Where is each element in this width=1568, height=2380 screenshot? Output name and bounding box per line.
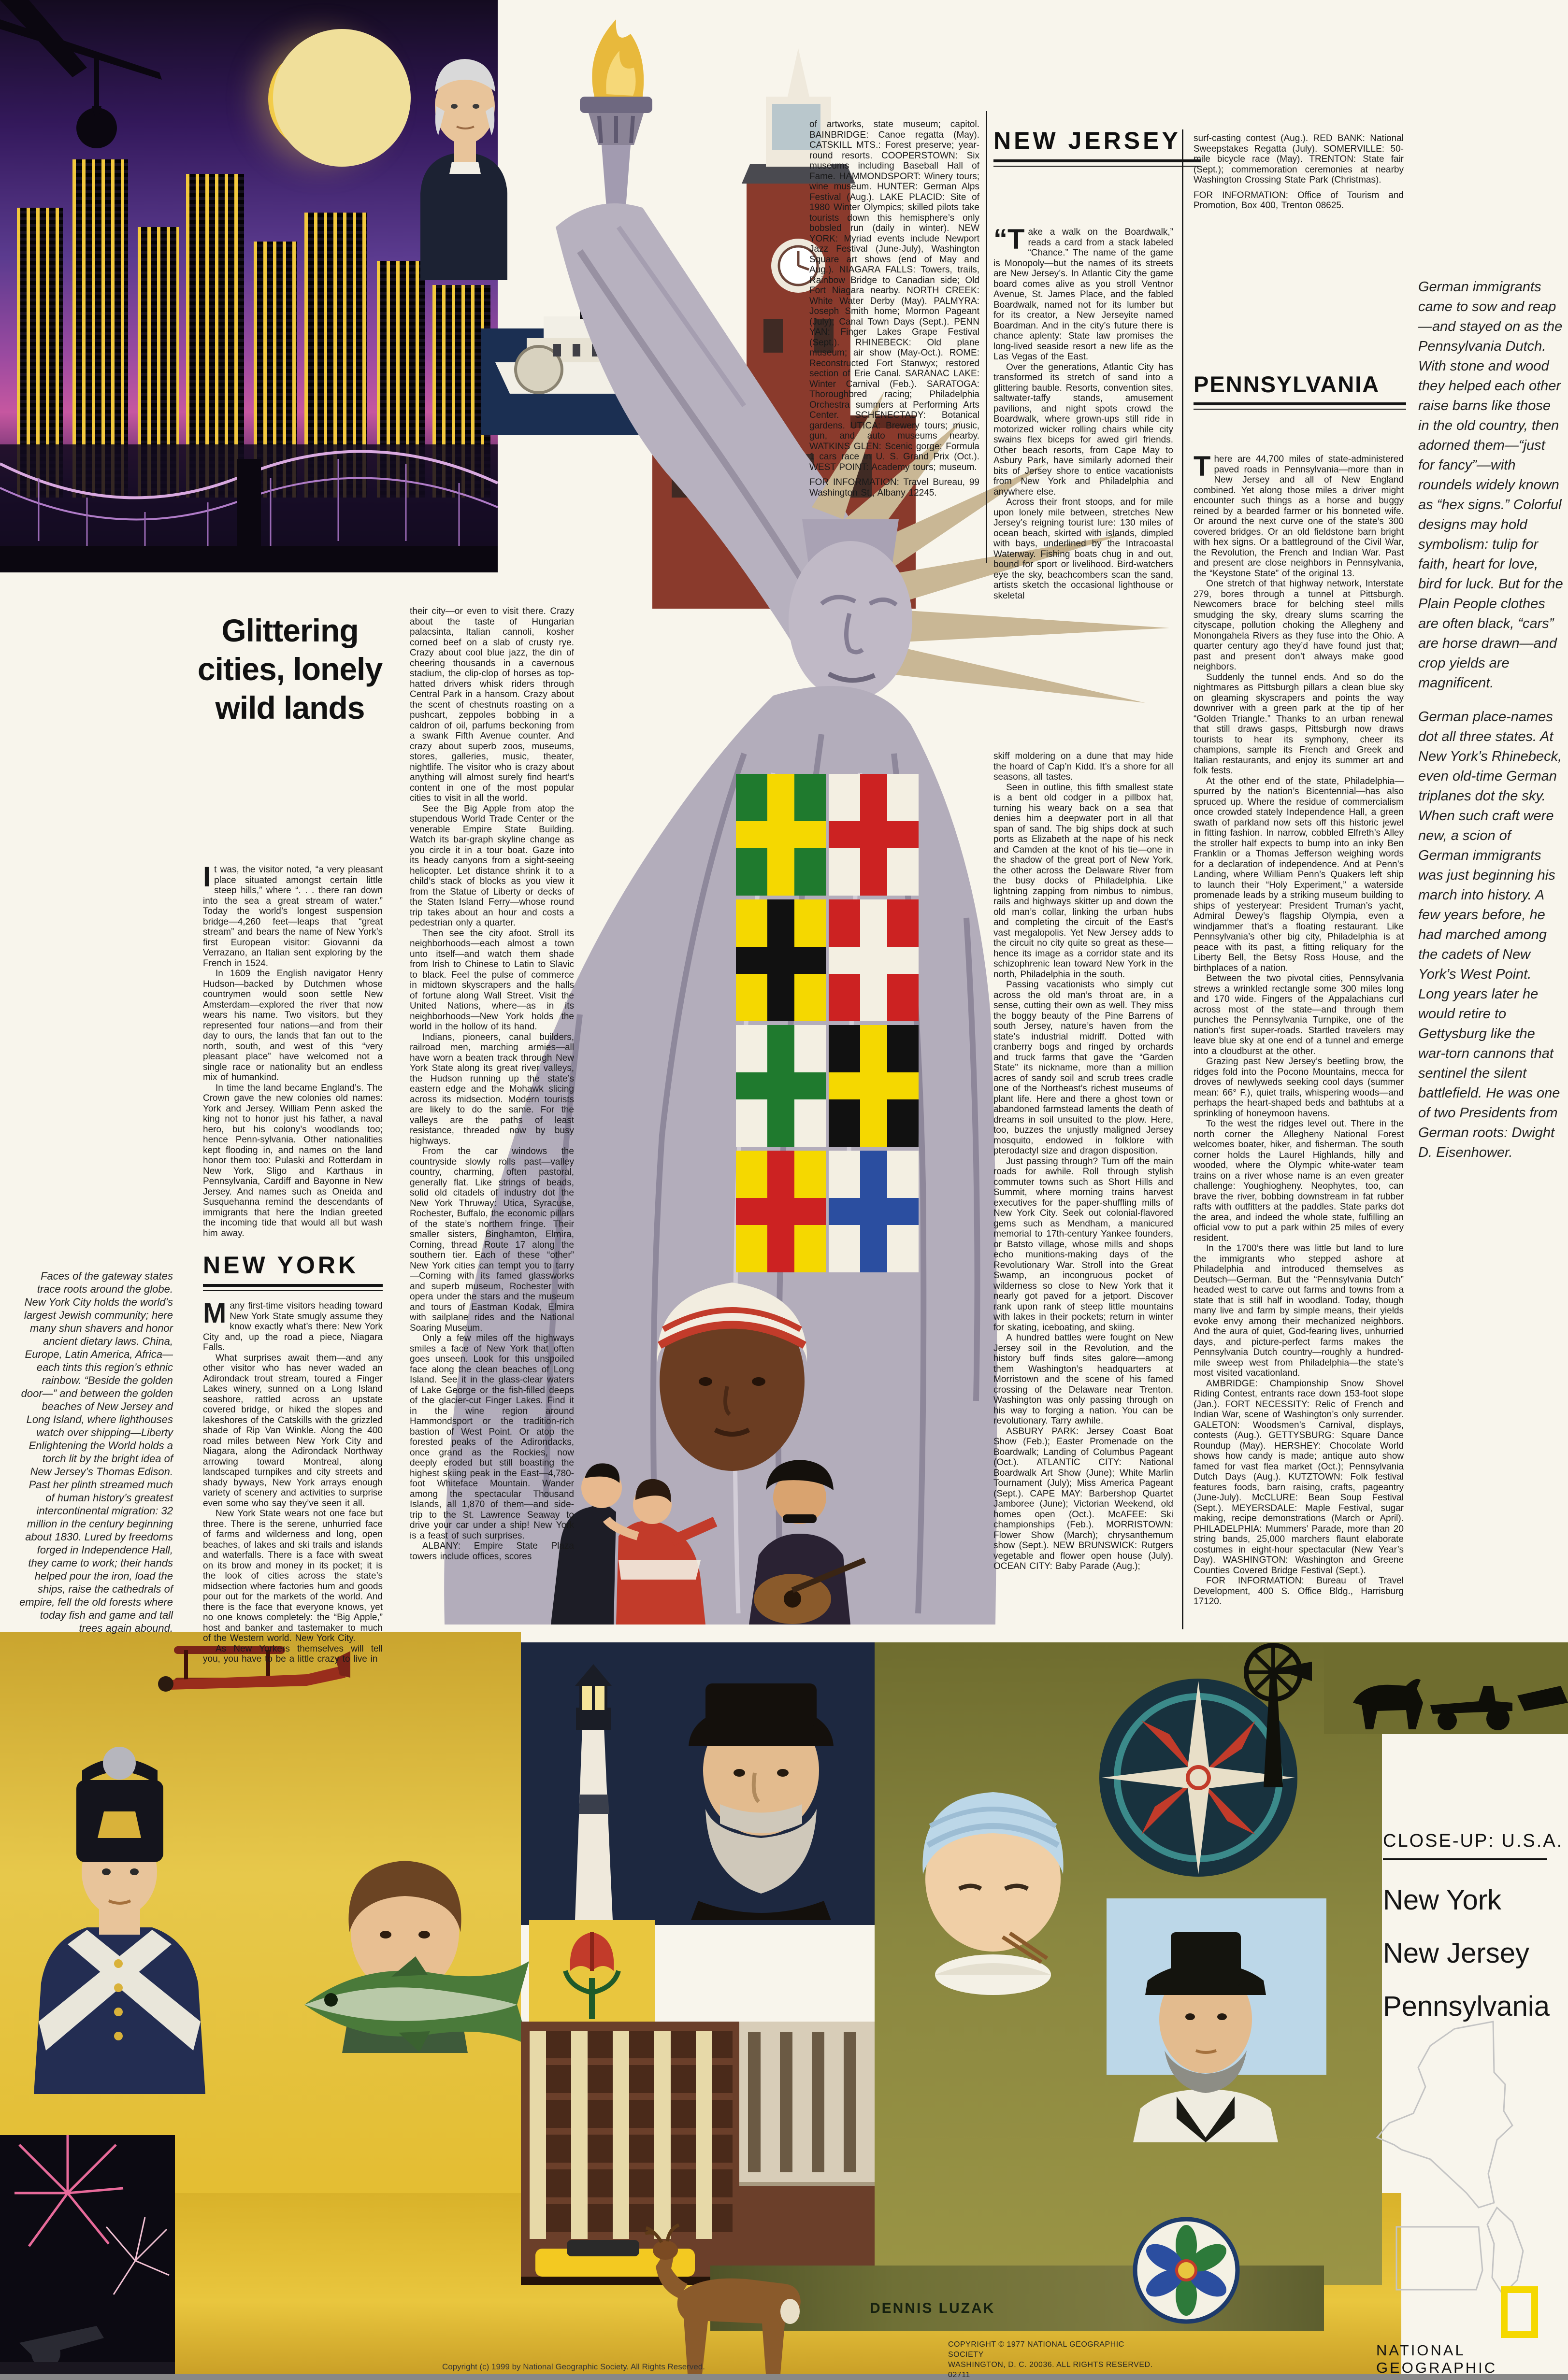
gateway-faces-caption: Faces of the gateway states trace roots around the globe. New York City holds the world’s largest Jewish community; here many shun shavers and honor ancient dietary laws. China, Europe, Latin America, Africa—each tints this region’s ethnic rainbow. “Beside the golden door—” and between the golden beaches of New Jersey and Long Island, where lighthouses watch over shipping—Liberty Enlightening the World holds a torch lit by the bright idea of New Jersey’s Thomas Edison. Past her plinth streamed much of human history’s greatest intercontinental migration: 32 million in the century beginning about 1830. Lured by freedoms forged in Independence Hall, they came to work; their hands helped pour the iron, load the ships, raise the cathedrals of empire, fell the old forests where today fish and game and tall trees again abound.: [19, 1270, 173, 1634]
paragraph: New York State wears not one face but three. There is the serene, unhurried face of farms and wilderness and long, open beaches, of lakes and ski trails and islands and waterfalls. There is a face with sweat on its brow and money in its pocket; it is the look of cities across the state’s midsection where factories hum and goods pour out for the markets of the world. And there is the face that everyone knows, yet no one knows completely: the “Big Apple,” host and banker and tastemaker to much of the Western world. New York City.: [203, 1509, 383, 1643]
paragraph: It was, the visitor noted, “a very pleasant place situated amongst certain little steep hills,” where “. . . there ran down into the sea a great stream of water.” Today the world’s longest suspension bridge—4,260 feet—leaps that “great stream” and bears the name of New York’s first European visitor: Giovanni da Verrazano, an Italian sent exploring by the French in 1524.: [203, 861, 383, 969]
paragraph: Only a few miles off the highways smiles a face of New York that often goes unseen. Look for this unspoiled face along the clean beaches of Long Island. See it in the glass-clear waters of Lake George or the fish-filled deeps of the glacier-cut Finger Lakes. Find it in the wine region around Hammondsport or the tradition-rich bastion of West Point. Or atop the forested peaks of the Adirondacks, once grand as the Rockies, now deeply eroded but still boasting the highest skiing peak in the East—4,780-foot Whiteface Mountain. Wander among the spectacular Thousand Islands, all 1,870 of them—and side-trip to the St. Lawrence Seaway to drive your car under a ship! New York is a feast of such surprises.: [410, 1333, 574, 1541]
paragraph: From the car windows the countryside slowly rolls past—valley country, charming, often pastoral, generally flat. Like strings of beads, solid old citadels of industry dot the New York Thruway: Utica, Syracuse, Rochester, Buffalo, the economic pillars of the state’s northern fringe. Their smaller sisters, Binghamton, Elmira, Corning, thread Route 17 along the southern tier. Each of these “other” New York cities can tempt you to tarry—Corning with its famed glassworks and superb museum, Rochester with opera under the stars and the museum and tours of Eastman Kodak, Elmira with sailplane rides and the National Soaring Museum.: [410, 1146, 574, 1333]
paragraph: Between the two pivotal cities, Pennsylvania strews a wrinkled rectangle some 300 miles long and 170 wide. Fingers of the Appalachians curl across most of the state—and through them punches the Pennsylvania Turnpike, one of the nation’s first super-roads. Startled travelers may leave blue sky at one end of a tunnel and emerge into a cloudburst at the other.: [1194, 973, 1404, 1056]
intro-column: [203, 861, 383, 1239]
fireworks-panel: [0, 2135, 175, 2374]
heading-rule: [203, 1284, 383, 1291]
new-york-column-2: [410, 606, 574, 1562]
signal-flags-art: [736, 774, 919, 1271]
closeup-rule: [1383, 1858, 1547, 1860]
pennsylvania-outline: [1396, 2227, 1482, 2290]
paragraph: As New Yorkers themselves will tell you, you have to be a little crazy to live in: [203, 1643, 383, 1664]
heading-rule: [993, 159, 1201, 167]
state-outline-maps: [1367, 2000, 1568, 2309]
section-pennsylvania: [1194, 371, 1406, 410]
paragraph: One stretch of that highway network, Interstate 279, bores through a tunnel at Pittsburgh. Newcomers brace for belching steel mills smudging the sky, dreary slums scarring the cityscape, pollution choking the Allegheny and Monongahela Rivers as they fuse into the Ohio. A quarter century ago they’d have found just that; past and present don’t always make good neighbors.: [1194, 579, 1404, 672]
logo-inner: [1508, 2293, 1531, 2331]
paragraph: their city—or even to visit there. Crazy about the taste of Hungarian palacsinta, Italian cannoli, kosher corned beef on a slab of crusty rye. Crazy about cool blue jazz, the din of cheering thousands in a cavernous stadium, the clip-clop of horses as top-hatted drivers whisk riders through Central Park in a hansom. Crazy about the scent of chestnuts roasting on a pushcart, zeppoles bobbing in a caldron of oil, parfums beckoning from a swank Fifth Avenue counter. And crazy about superb zoos, museums, stores, galleries, music, theater, nightlife. The visitor who is crazy about anything will almost surely find heart’s content in one of the most popular cities to visit in all the world.: [410, 606, 574, 803]
paragraph: “Take a walk on the Boardwalk,” reads a card from a stack labeled “Chance.” The name of the game is Monopoly—but the names of its streets are New Jersey’s. In Atlantic City the game board comes alive as you stroll Ventnor Avenue, St. James Place, and the fabled Boardwalk, named not for its lumber but for its creator, a New Jerseyite named Boardman. And in the city’s future there is chance aplenty: State law promises the long-lived seaside resort a new life as the Las Vegas of the East.: [993, 224, 1173, 362]
title-line: wild lands: [215, 690, 365, 726]
closeup-kicker: CLOSE-UP: U.S.A.: [1383, 1831, 1564, 1851]
lighthouse-art: [541, 1650, 645, 1920]
paragraph: Across their front stoops, and for mile upon lonely mile between, stretches New Jersey’s reigning tourist lure: 130 miles of ocean beach, skirted with islands, dimpled with bays, underlined by the Intracoastal Waterway. Fishing boats chug in and out, bound for sport or livelihood. Bird-watchers eye the sky, beachcombers scan the sand, artists sketch the occasional lighthouse or skeletal: [993, 497, 1173, 601]
paragraph: of artworks, state museum; capitol. BAINBRIDGE: Canoe regatta (May). CATSKILL MTS.: Forest preserve; year-round resorts. COOPERSTOWN: Six museums including Baseball Hall of Fame. HAMMONDSPORT: Winery tours; wine museum. HUNTER: German Alps Festival (Aug.). LAKE PLACID: Site of 1980 Winter Olympics; skilled pilots take tourists down this hemisphere’s only bobsled run (daily in winter). NEW YORK: Myriad events include Newport Jazz Festival (June-July), Washington Square art shows (end of May and Aug.). NIAGARA FALLS: Towers, trails, Rainbow Bridge to Canadian side; Old Fort Niagara nearby. NORTH CREEK: White Water Derby (May). PALMYRA: Joseph Smith home; Mormon Pageant (July); Canal Town Days (Sept.). PENN YAN: Finger Lakes Grape Festival (Sept.). RHINEBECK: Old plane museum; air show (May-Oct.). ROME: Reconstructed Fort Stanwyx; restored section of Erie Canal. SARANAC LAKE: Winter Carnival (Feb.). SARATOGA: Thoroughbred racing; Philadelphia Orchestra summers at Performing Arts Center. SCHENECTADY: Botanical gardens. UTICA: Brewery tours; music, gun, and auto museums nearby. WATKINS GLEN: Scenic gorge; Formula 1 cars race in U. S. Grand Prix (Oct.). WEST POINT: Academy tours; museum.: [809, 119, 979, 472]
paragraph: In 1609 the English navigator Henry Hudson—backed by Dutchmen whose countrymen would soon settle New Amsterdam—explored the river that now wears his name. Two visitors, but they represented four nations—and from their day to ours, the lands that fan out to the north, south, and west of this “very pleasant place” have welcomed not a single race or nationality but an endless mix of humankind.: [203, 969, 383, 1083]
national-geographic-wordmark: NATIONAL GEOGRAPHIC: [1376, 2342, 1497, 2376]
paragraph: What surprises await them—and any other visitor who has never waded an Adirondack trout stream, toured a Finger Lakes winery, sunned on a Long Island seashore, rattled across an upstate covered bridge, or hiked the slopes and lakeshores of the Catskills with the grizzled shade of Rip Van Winkle. Along the 400 road miles between New York City and Niagara, along the Adirondack Northway arrowing toward Montreal, along landscaped turnpikes and city streets and shady byways, New York arrays enough variety of scenery and activities to surprise even some who say they’ve seen it all.: [203, 1353, 383, 1509]
fireworks-burst-icon: [0, 2135, 175, 2374]
brooklyn-bridge-art: [0, 444, 498, 572]
amish-man-portrait: [1119, 1906, 1293, 2142]
paragraph: AMBRIDGE: Championship Snow Shovel Riding Contest, entrants race down 153-foot slope (Jan.). FORT NECESSITY: Relic of French and Indian War, scene of Washington’s only surrender. GALETON: Woodsmen’s Carnival, displays, contests (Aug.). GETTYSBURG: Square Dance Roundup (May). HERSHEY: Chocolate World shows how candy is made; antique auto show famed for vast flea market (Oct.); Pennsylvania Dutch Days (Aug.). KUTZTOWN: Folk festival features foods, barn raising, crafts, pageantry (June-July). McCLURE: Bean Soup Festival (Sept.). MEYERSDALE: Maple Festival, sugar making, recipe demonstrations (March or April). PHILADELPHIA: Mummers’ Parade, more than 20 string bands, 25,000 marchers flaunt elaborate costumes in eight-hour spectacular (New Year’s Day). WASHINGTON: Washington and Greene Counties Covered Bridge Festival (Sept.).: [1194, 1378, 1404, 1576]
paragraph: Passing vacationists who simply cut across the old man’s throat are, in a sense, cutting their own as well. They miss the boggy beauty of the Pine Barrens of south Jersey, nature’s haven from the state’s industrial midriff. Dotted with cranberry bogs and ringed by orchards and truck farms that gave the “Garden State” its nickname, more than a million acres of sandy soil and scrub trees cradle one of the Northeast’s richest museums of plant life. Here and there a ghost town or abandoned farmstead laments the death of dreams in soil unsuited to the plow. Here, too, buzzes the unjustly maligned Jersey mosquito, endowed in folklore with pterodactyl size and dragon disposition.: [993, 980, 1173, 1156]
german-heritage-caption: [1418, 263, 1563, 1177]
section-new-york: [203, 1251, 383, 1291]
new-york-listings-column: [809, 114, 979, 498]
paragraph: FOR INFORMATION: Office of Tourism and Promotion, Box 400, Trenton 08625.: [1194, 190, 1404, 211]
paragraph: At the other end of the state, Philadelphia—spurred by the nation’s Bicentennial—has also spruced up. Where the residue of commercialism once crowded stately Independence Hall, a green swath of parkland now sets off this historic jewel in fitting fashion. In narrow, cobbled Elfreth’s Alley the stroller half expects to bump into an inky Ben Franklin or a Thomas Jefferson weighing words for a declaration of independence. And at Penn’s Landing, where William Penn’s Quakers left ship to launch their “Holy Experiment,” a waterside promenade leads by a striking museum building to ships of yesteryear: President Truman’s yacht, Admiral Dewey’s flagship Olympia, even a windjammer that’s a floating restaurant. Like Pennsylvania’s other big city, Philadelphia is at peace with its past, a fitting reliquary for the Liberty Bell, the Betsy Ross House, and the birthplaces of a nation.: [1194, 776, 1404, 973]
section-new-jersey: [993, 127, 1201, 167]
hex-sign-art: [1133, 2217, 1239, 2323]
construction-crane-icon: [0, 0, 251, 174]
paragraph: Suddenly the tunnel ends. And so do the nightmares as Pittsburgh pillars a clean blue sky on gleaming skyscrapers and points the way downriver with a green park at the tip of her “Golden Triangle.” Thanks to an urban renewal that still draws gasps, Pittsburgh now draws tourists to hear its symphony, cheer its champions, sample its French and Greek and Italian restaurants, and enjoy its summer art and folk fests.: [1194, 672, 1404, 776]
paragraph: German place-names dot all three states. At New York’s Rhinebeck, even old-time German triplanes dot the sky. When such craft were new, a scion of German immigrants was just beginning his march into history. A few years before, he had marched among the cadets of New York’s West Point. Long years later he would retire to Gettysburg like the war-torn cannons that sentinel the silent battlefield. He was one of two Presidents from German roots: Dwight D. Eisenhower.: [1418, 709, 1562, 1160]
west-point-cadet-art: [14, 1712, 225, 2094]
white-building-windows: [748, 2032, 866, 2172]
pennsylvania-column: [1194, 451, 1404, 1607]
paragraph: There are 44,700 miles of state-administered paved roads in Pennsylvania—more than in New Jersey and all of New England combined. Yet along those miles a driver might encounter such things as a horse and buggy reined by a bearded farmer or his bonneted wife. Or around the next curve one of the state’s 300 covered bridges. Or an old fieldstone barn bright with hex signs. Or a battleground of the Civil War, the Revolution, the French and Indian War. Past and present are close neighbors in Pennsylvania, the “Keystone State” of the original 13.: [1194, 451, 1404, 579]
paragraph: Then see the city afoot. Stroll its neighborhoods—each almost a town unto itself—and watch them shade from Irish to Chinese to Latin to Slavic to black. Feel the pulse of commerce in midtown skyscrapers and the halls of fortune along Wall Street. Visit the United Nations, where—as in its neighborhoods—New York holds the world in the hollow of its hand.: [410, 928, 574, 1032]
paragraph: Many first-time visitors heading toward New York State smugly assume they know exactly what’s there: New York City and, up the road a piece, Niagara Falls.: [203, 1297, 383, 1353]
paragraph: To the west the ridges level out. There in the north corner the Allegheny National Forest welcomes boater, hiker, and fisherman. The south corner holds the Laurel Highlands, hilly and wooded, where the Olympic white-water team trains on a river whose name is an even greater challenge: Youghiogheny. Neophytes, too, can brave the river, bobbing downstream in fat rubber rafts with outfitters at the paddles. State parks dot the area, and indeed the whole state, fulfilling an official vow to put a park within 25 miles of every resident.: [1194, 1119, 1404, 1243]
paragraph: FOR INFORMATION: Bureau of Travel Development, 400 S. Office Bldg., Harrisburg 17120.: [1194, 1576, 1404, 1607]
closeup-block: [1383, 1831, 1567, 2033]
paragraph: In the 1700’s there was little but land to lure the immigrants who stepped ashore at Philadelphia and introduced themselves as Deutsch—German. But the “Pennsylvania Dutch” headed west to carve out farms and towns from a state that is still half in woodland. Today, though many live and farm by simple means, their yields evoke envy among their mechanized neighbors. And the aura of quiet, God-fearing lives, unhurried days, and picture-perfect farms makes the Pennsylvania Dutch country—roughly a hundred-mile sweep west from Philadelphia—the state’s most visited vacationland.: [1194, 1243, 1404, 1378]
title-line: cities, lonely: [197, 651, 383, 687]
brownstone-windows: [530, 2031, 733, 2239]
new-jersey-heading: NEW JERSEY: [993, 127, 1181, 154]
paragraph: Over the generations, Atlantic City has transformed its stretch of sand into a glittering bauble. Resorts, convention sites, saltwater-taffy stands, amusement pavilions, and night spots crowd the Boardwalk, where grown-ups still ride in motorized wicker rolling chairs while city swains flex biceps for awed girl friends. Other beach resorts, from Cape May to Asbury Park, have similarly adorned their bits of Jersey shore to entice vacationists from New York and Philadelphia and anywhere else.: [993, 362, 1173, 497]
new-york-column-1: [203, 1297, 383, 1665]
rabbi-portrait: [647, 1650, 875, 1920]
national-geographic-logo: [1501, 2286, 1538, 2338]
title-line: Glittering: [221, 613, 359, 648]
heading-rule: [1194, 402, 1406, 410]
copyright-line: COPYRIGHT © 1977 NATIONAL GEOGRAPHIC SOCIETY: [948, 2340, 1124, 2359]
paragraph: Just passing through? Turn off the main roads for awhile. Roll through stylish commuter towns such as Short Hills and Summit, where morning trains harvest executives for the paper-shuffling mills of New York City. Seek out colonial-flavored gems such as Mendham, a manicured memorial to 17th-century Yankee founders, or Batsto village, whose mills and shops echo munitions-making days of the Revolutionary War. Stroll into the Great Swamp, an incongruous pocket of wilderness so close to New York that it nearly got paved for a jetport. Discover rank upon rank of steep little mountains with lakes in their pockets; return in winter for skating, iceboating, and skiing.: [993, 1156, 1173, 1333]
paragraph: See the Big Apple from atop the stupendous World Trade Center or the venerable Empire State Building. Watch its bar-graph skyline change as you circle it in a tour boat. Gaze into its heady canyons from a sight-seeing helicopter. Let distance shrink it to a child’s stack of blocks as you view it from the Statue of Liberty or decks of the Staten Island Ferry—whose round trip takes about an hour and costs a pedestrian only a quarter.: [410, 803, 574, 928]
paragraph: In time the land became England’s. The Crown gave the new colonies old names: York and Jersey. William Penn asked the king not to honor just his father, a naval hero, but his colony’s woodlands too; hence Penn-sylvania. Other nationalities kept flooding in, and names on the land honor them too: Pulaski and Rotterdam in New York, Sligo and Karthaus in Pennsylvania, Cardiff and Bayonne in New Jersey. And names such as Oneida and Susquehanna remind the descendants of immigrants that here the Indian greeted the incoming tide that would all but wash him away.: [203, 1083, 383, 1239]
poster-title: [186, 611, 394, 727]
paragraph: FOR INFORMATION: Travel Bureau, 99 Washington St., Albany 12245.: [809, 477, 979, 498]
pennsylvania-heading: PENNSYLVANIA: [1194, 371, 1380, 397]
copyright-block: [948, 2339, 1156, 2380]
horse-drawn-plow-silhouette: [1334, 1657, 1568, 1734]
tulip-icon: [541, 1925, 643, 2019]
closeup-state-pennsylvania: Pennsylvania: [1383, 1991, 1550, 2022]
new-jersey-column-top: [993, 224, 1173, 601]
copyright-line: WASHINGTON, D. C. 20036. ALL RIGHTS RESERVED.: [948, 2361, 1153, 2369]
new-york-heading: NEW YORK: [203, 1252, 359, 1279]
paragraph: skiff moldering on a dune that may hide the hoard of Cap’n Kidd. It’s a shore for all seasons, all tastes.: [993, 751, 1173, 782]
closeup-state-new-york: New York: [1383, 1884, 1502, 1916]
closeup-state-new-jersey: New Jersey: [1383, 1938, 1529, 1969]
new-jersey-listings-column: [1194, 128, 1404, 211]
deer-art: [621, 2222, 838, 2374]
paragraph: Indians, pioneers, canal builders, railroad men, marching armies—all have worn a beaten track through New York State along its great river valleys, the Hudson running up the state’s eastern edge and the Mohawk slicing across its midsection. Modern tourists are likely to do the same. For the valleys are the paths of least resistance, threaded now by busy highways.: [410, 1032, 574, 1146]
fish-art: [290, 1947, 529, 2063]
paragraph: German immigrants came to sow and reap—and stayed on as the Pennsylvania Dutch. With stone and wood they helped each other raise barns like those in the old country, then adorned them—“just for fancy”—with roundels widely known as “hex signs.” Colorful designs may hold symbolism: tulip for faith, heart for love, bird for luck. But for the Plain People clothes are often black, “cars” are horse drawn—and crop yields are magnificent.: [1418, 279, 1563, 691]
paragraph: Seen in outline, this fifth smallest state is a bent old codger in a pillbox hat, turning his weary back on a sea that denies him a deepwater port in all that span of sand. The big ships dock at such ports as Elizabeth at the nape of his neck and Camden at the knot of his tie—one in the shadow of the great port of New York, the other across the Delaware River from the busy docks of Philadelphia. Like lightning zapping from nimbus to nimbus, rails and highways skitter up and down the old man’s collar, linking the urban hubs and completing the circuit of the East’s vast megalopolis. Yet New Jersey adds to the circuit no city quite so great as these—hence its image as a corridor state and its schizophrenic lean toward New York in the north, Philadelphia in the south.: [993, 782, 1173, 980]
paragraph: A hundred battles were fought on New Jersey soil in the Revolution, and the history buff finds sites galore—among them Washington’s headquarters at Morristown and the scene of his famed crossing of the Delaware near Trenton. Washington was only passing through on his way to forging a nation. You can be revolutionary. Tarry awhile.: [993, 1333, 1173, 1426]
new-jersey-column-bottom: [993, 751, 1173, 1572]
artist-signature: DENNIS LUZAK: [870, 2300, 995, 2316]
windmill-silhouette: [1218, 1642, 1329, 1787]
paragraph: Grazing past New Jersey’s beetling brow, the ridges fold into the Pocono Mountains, mecca for droves of newlyweds seeking cool days (summer mean: 66° F.), quiet trails, whispering woods—and perhaps the heart-shaped beds and bathtubs at a sprinkling of honeymoon havens.: [1194, 1056, 1404, 1119]
paragraph: ASBURY PARK: Jersey Coast Boat Show (Feb.); Easter Promenade on the Boardwalk; Landing of Columbus Pageant (Oct.). ATLANTIC CITY: National Boardwalk Art Show (June); White Marlin Tournament (July); Miss America Pageant (Sept.). CAPE MAY: Barbershop Quartet Jamboree (June); Victorian Weekend, old homes open (Oct.). McAFEE: Ski championships (Feb.). MORRISTOWN: Flower Show (March); chrysanthemum show (Sept.). NEW BRUNSWICK: Rutgers vegetable and flower open house (July). OCEAN CITY: Baby Parade (Aug.);: [993, 1426, 1173, 1571]
moon-disc: [273, 29, 411, 167]
new-york-outline: [1377, 2022, 1512, 2208]
guitar-player-art: [720, 1439, 879, 1625]
column-rule: [1182, 129, 1183, 1629]
column-rule: [986, 111, 987, 563]
bottom-copyright-line: Copyright (c) 1999 by National Geographic Society. All Rights Reserved.: [442, 2362, 705, 2371]
paragraph: ALBANY: Empire State Plaza towers include offices, scores: [410, 1541, 574, 1562]
child-with-bowl-portrait: [882, 1744, 1104, 1995]
new-jersey-outline: [1487, 2208, 1523, 2294]
copyright-line: 02711: [948, 2371, 970, 2379]
paragraph: surf-casting contest (Aug.). RED BANK: National Sweepstakes Regatta (July). SOMERVILLE: 50-mile bicycle race (May). TRENTON: State fair (Sept.); commemoration ceremonies at nearby Washington Crossing State Park (Christmas).: [1194, 133, 1404, 185]
